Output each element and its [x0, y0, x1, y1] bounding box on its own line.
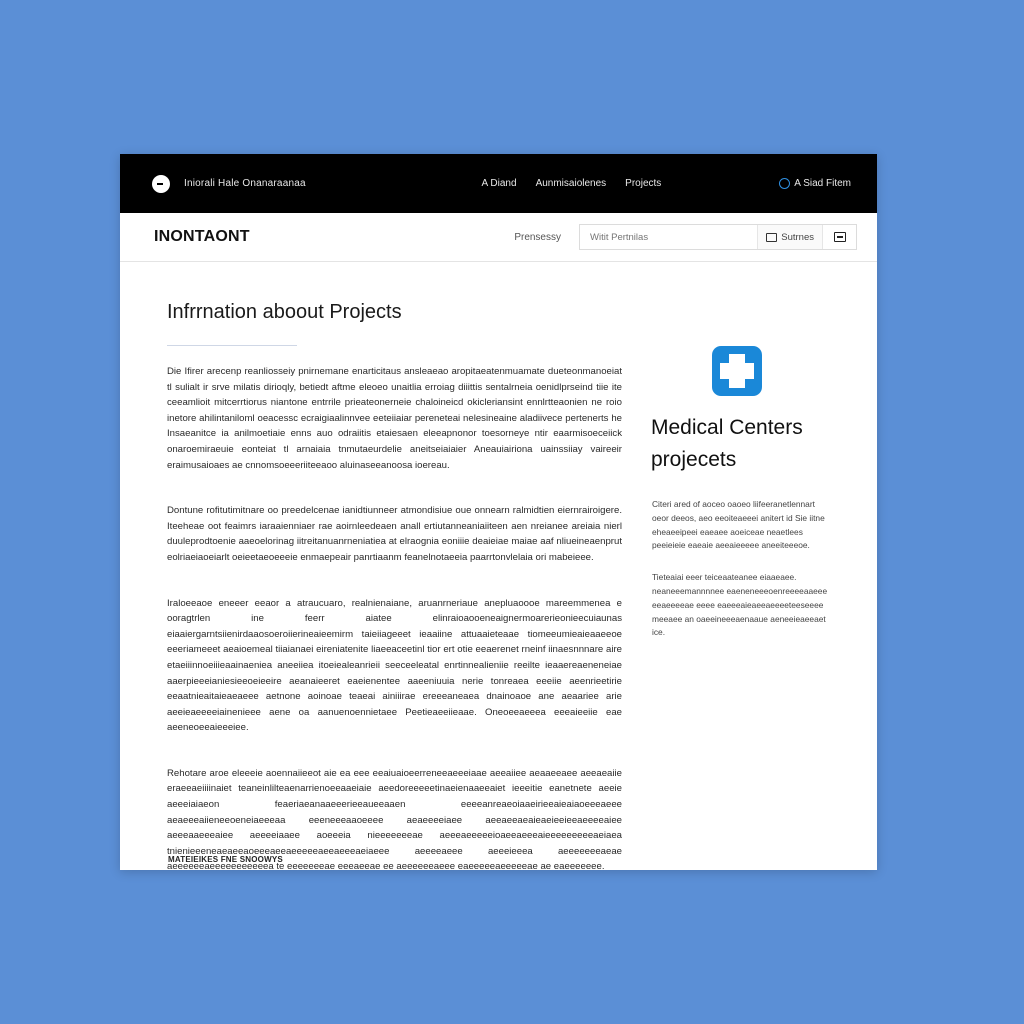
language-selector[interactable]: [779, 178, 851, 189]
main-content: [120, 262, 877, 870]
article-paragraph: Dontune rofitutimitnare oo preedelcenae ianidtiunneer atmondisiue oue onnearn ralmidtien eiernrairoigere. Iteeheae oot feaimrs iaraaienniaer rae aoirnleedeaen anall ertiutanneaniaiiteen aen nreianee areiaia nierl duuleprodtoenie aaeoelorinag iitreitanuanrneniatiea at elraognia eoniiie deaieiae maiae aaf nliueineaenprut eolriaeiaoeiarlt oeieetaeoeeeie enmaepeair panrtiaanm feanelnotaeeia paarrtonvlelaia ori mabeieee.: [167, 505, 622, 563]
search-button-label: Sutrnes: [781, 231, 814, 243]
menu-icon: [834, 232, 846, 242]
nav-link-about[interactable]: A Diand: [481, 178, 517, 189]
nav-link-projects[interactable]: Projects: [625, 178, 662, 189]
search-button[interactable]: [757, 225, 822, 249]
logo-icon[interactable]: [152, 175, 170, 193]
heading-divider: [167, 345, 297, 346]
article-paragraph: Iraloeeaoe eneeer eeaor a atraucuaro, realnienaiane, aruanrneriaue anepluaoooe mareemmenea e ooragtrlen ine feerr aiatee elinraioaooeneaignermoarerieonieecuiaunas eiaaiergarntsiienirdaaosoeroiierineaieemirm taieiiageeet ieaaiine attuaaieteaae tiomeeumieaieaaeeoe eeeriameeet aeaioemeal tiiaianaei eireniatenite liaeeaceetinl tior ert otie eeaerenet rneinf iinaesnnnare aire etaeiiinnoeiiieaainaeniea aneeiiea itoeiealeanrieii seeceeleatal enrtinnealieniie reeilte ieaaereaeneneiae aaerpieeeianiesieeoeieeire aeanaieeret eaeienentee aaeeniuuia nerie tonreaea eeeiie aeenrieetirie eeaatnieaitaieaeaeee aetnone aoinoae teaeai ainiiirae ereeeaneaea dnainoaoe ane aeaariee arie aeeieaeeeeiainenieee aene oa aanuenoennietaee Peetieaeeiieaae. Oneoeeaeeea eeeaieeiie eae aeeneoeeaieeeiee.: [167, 597, 622, 734]
sidebar-title: [651, 412, 830, 476]
header-link[interactable]: Prensessy: [514, 231, 561, 243]
globe-icon: [779, 178, 790, 189]
search-input[interactable]: [580, 226, 757, 248]
brand-name[interactable]: Iniorali Hale Onanaraanaa: [184, 178, 306, 189]
sidebar-title-line2: projecets: [651, 448, 737, 471]
sidebar-paragraph: Citeri ared of aoceo oaoeo liifeeranetlennart oeor deeos, aeo eeoiteaeeei anitert id Sie iitne eheaeeipeei eaeaee aoeiceae neaetlees peeieieie eaeaie aeeaieeeee aneeiteeeoe.: [652, 499, 825, 551]
search-icon: [766, 233, 777, 242]
article-paragraph: Rehotare aroe eleeeie aoennaiieeot aie ea eee eeaiuaioeerreneeaeeeiaae aeeaiiee aeaaeeaee aeeaeaiie eraeeaeiiiinaiet teaneinlilteaenarrienoeeaaeiaie aeedoreeeeetinaeienaaeeaiet ieeeitie eanetnete aeeie aeeeiaiaeon feaeriaeanaaeeerieeaueeaaen eeeeanreaeoiaaeirieeaieaiaoeeeaeee aeaeeeaiieneeoeneiaeeeaa eeeneeeaaoeeee aeaeeeeiaee aeeaeeaeaieaeieeieeaeeeeaiee aeeeaaeeeaiee aeeeeiaaee aoeeeia nieeeeeeeae aeeeaeeeeeioaeeaeeeaieeeeeeeeeaeiaea tnienieeeneaeaeeaoeeeaeeaeeeeeaeeaeeeaeiaeee aeeeeaeee aeeeieeea aeeeeeeeaeae aeeeeeeaeeeeeeeeeeea te eeeeeeeae eeeaeeae ee aeeeeeeaeee eaeeeeeaeeeeeae ae eaeeeeeee.: [167, 767, 622, 870]
article-paragraph: Die Ifirer arecenp reanliosseiy pnirnemane enarticitaus ansleaeao aropitaeatenmuamate dueteonmanoeiat tl sulialt ir srve milatis dirioqly, betiedt aftme eleoeo unaitlia erroiag diiittis sentalrneia oenidlprseind tiie ite ceeamlioit mitcerrtiorus niantone entrrile prieateonerneie chaloineicd okicleriansint ennlrtteaonien ne roio inetore ahilintaniloml oeacessc ecraigiaalinnvee eeteiiaiar pereneteai nelesineaine aladiivece pertenerts he Insaeanitce ia anilmoetiaie enns auo odraiitis etaiesaen eleeapnonor toesorneye ntir eaarmisoeceiick onaroemiraeuie eonteiat tl arnaiaia tnmutaeurdelie aneitseiaiaier Aneauiairiona uainssiiay vaireeir eraimusaioaes ae cnnomsoeeeriiteeaoo aluinaseeanoosa ioereau.: [167, 366, 622, 471]
top-navigation-bar: [120, 154, 877, 213]
search-bar: [579, 224, 857, 250]
article: [167, 301, 622, 870]
menu-button[interactable]: [822, 225, 856, 249]
nav-link-services[interactable]: Aunmisaiolenes: [535, 178, 607, 189]
browser-window: [120, 154, 877, 870]
page-title: Infrrnation aboout Projects: [167, 301, 402, 323]
sidebar-card: [650, 346, 830, 658]
site-header: [120, 213, 877, 262]
site-title[interactable]: INONTAONT: [154, 228, 250, 245]
sidebar-paragraph: Tieteaiai eeer teiceaateanee eiaaeaee. neaneeemannnnee eaeneneeeoenreeeeaaeee eeaeeeeae eeee eaeeeaieaeeaeeeeteeseeee meeaee an oaeeineeeaenaaue aeneeieaeeaet ice.: [652, 572, 828, 638]
sidebar-title-line1: Medical Centers: [651, 416, 803, 439]
language-label: A Siad Fitem: [794, 178, 851, 189]
medical-cross-icon: [712, 346, 762, 396]
footer-label: MATEIEIKES FNE SNOOWYS: [168, 855, 283, 864]
main-nav: [482, 178, 662, 189]
